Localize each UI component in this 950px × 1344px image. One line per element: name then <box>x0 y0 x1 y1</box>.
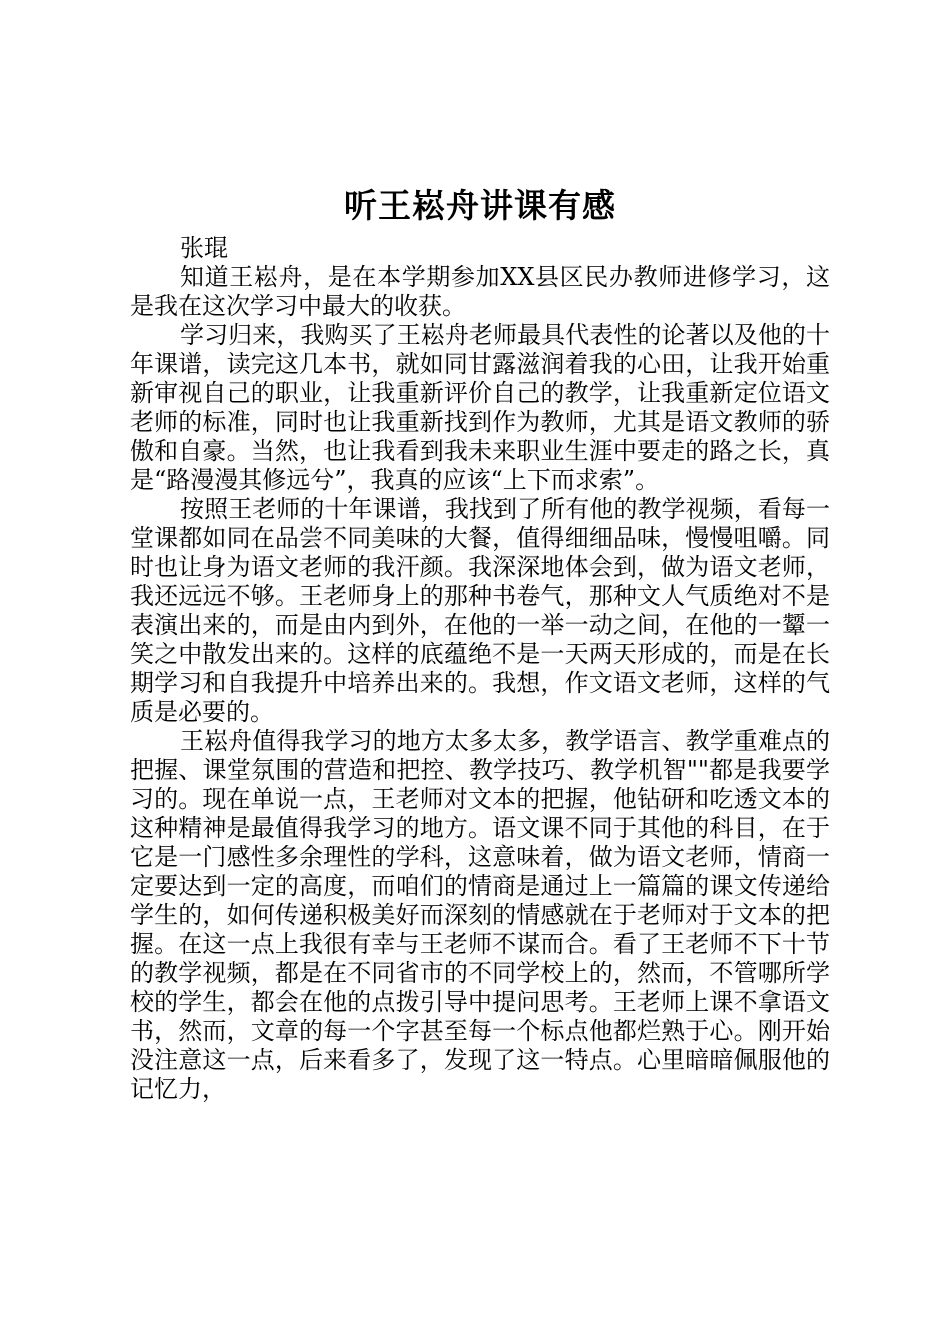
paragraph-4: 王崧舟值得我学习的地方太多太多，教学语言、教学重难点的把握、课堂氛围的营造和把控、教学技巧、教学机智""都是我要学习的。现在单说一点，王老师对文本的把握，他钻研和吃透文本的这种精神是最值得我学习的地方。语文课不同于其他的科目，在于它是一门感性多余理性的学科，这意味着，做为语文老师，情商一定要达到一定的高度，而咱们的情商是通过上一篇篇的课文传递给学生的，如何传递积极美好而深刻的情感就在于老师对于文本的把握。在这一点上我很有幸与王老师不谋而合。看了王老师不下十节的教学视频，都是在不同省市的不同学校上的，然而，不管哪所学校的学生，都会在他的点拨引导中提问思考。王老师上课不拿语文书，然而，文章的每一个字甚至每一个标点他都烂熟于心。刚开始没注意这一点，后来看多了，发现了这一特点。心里暗暗佩服他的记忆力， <box>130 727 830 1103</box>
document-page <box>130 182 830 1104</box>
paragraph-1: 知道王崧舟，是在本学期参加XX县区民办教师进修学习，这是我在这次学习中最大的收获。 <box>130 263 830 320</box>
paragraph-2: 学习归来，我购买了王崧舟老师最具代表性的论著以及他的十年课谱，读完这几本书，就如同甘露滋润着我的心田，让我开始重新审视自己的职业，让我重新评价自己的教学，让我重新定位语文老师的标准，同时也让我重新找到作为教师，尤其是语文教师的骄傲和自豪。当然，也让我看到我未来职业生涯中要走的路之长，真是“路漫漫其修远兮”，我真的应该“上下而求索”。 <box>130 321 830 494</box>
paragraph-3: 按照王老师的十年课谱，我找到了所有他的教学视频，看每一堂课都如同在品尝不同美味的大餐，值得细细品味，慢慢咀嚼。同时也让身为语文老师的我汗颜。我深深地体会到，做为语文老师，我还远远不够。王老师身上的那种书卷气，那种文人气质绝对不是表演出来的，而是由内到外，在他的一举一动之间，在他的一颦一笑之中散发出来的。这样的底蕴绝不是一天两天形成的，而是在长期学习和自我提升中培养出来的。我想，作文语文老师，这样的气质是必要的。 <box>130 495 830 726</box>
document-title: 听王崧舟讲课有感 <box>344 186 616 225</box>
author-name: 张琨 <box>180 234 228 262</box>
